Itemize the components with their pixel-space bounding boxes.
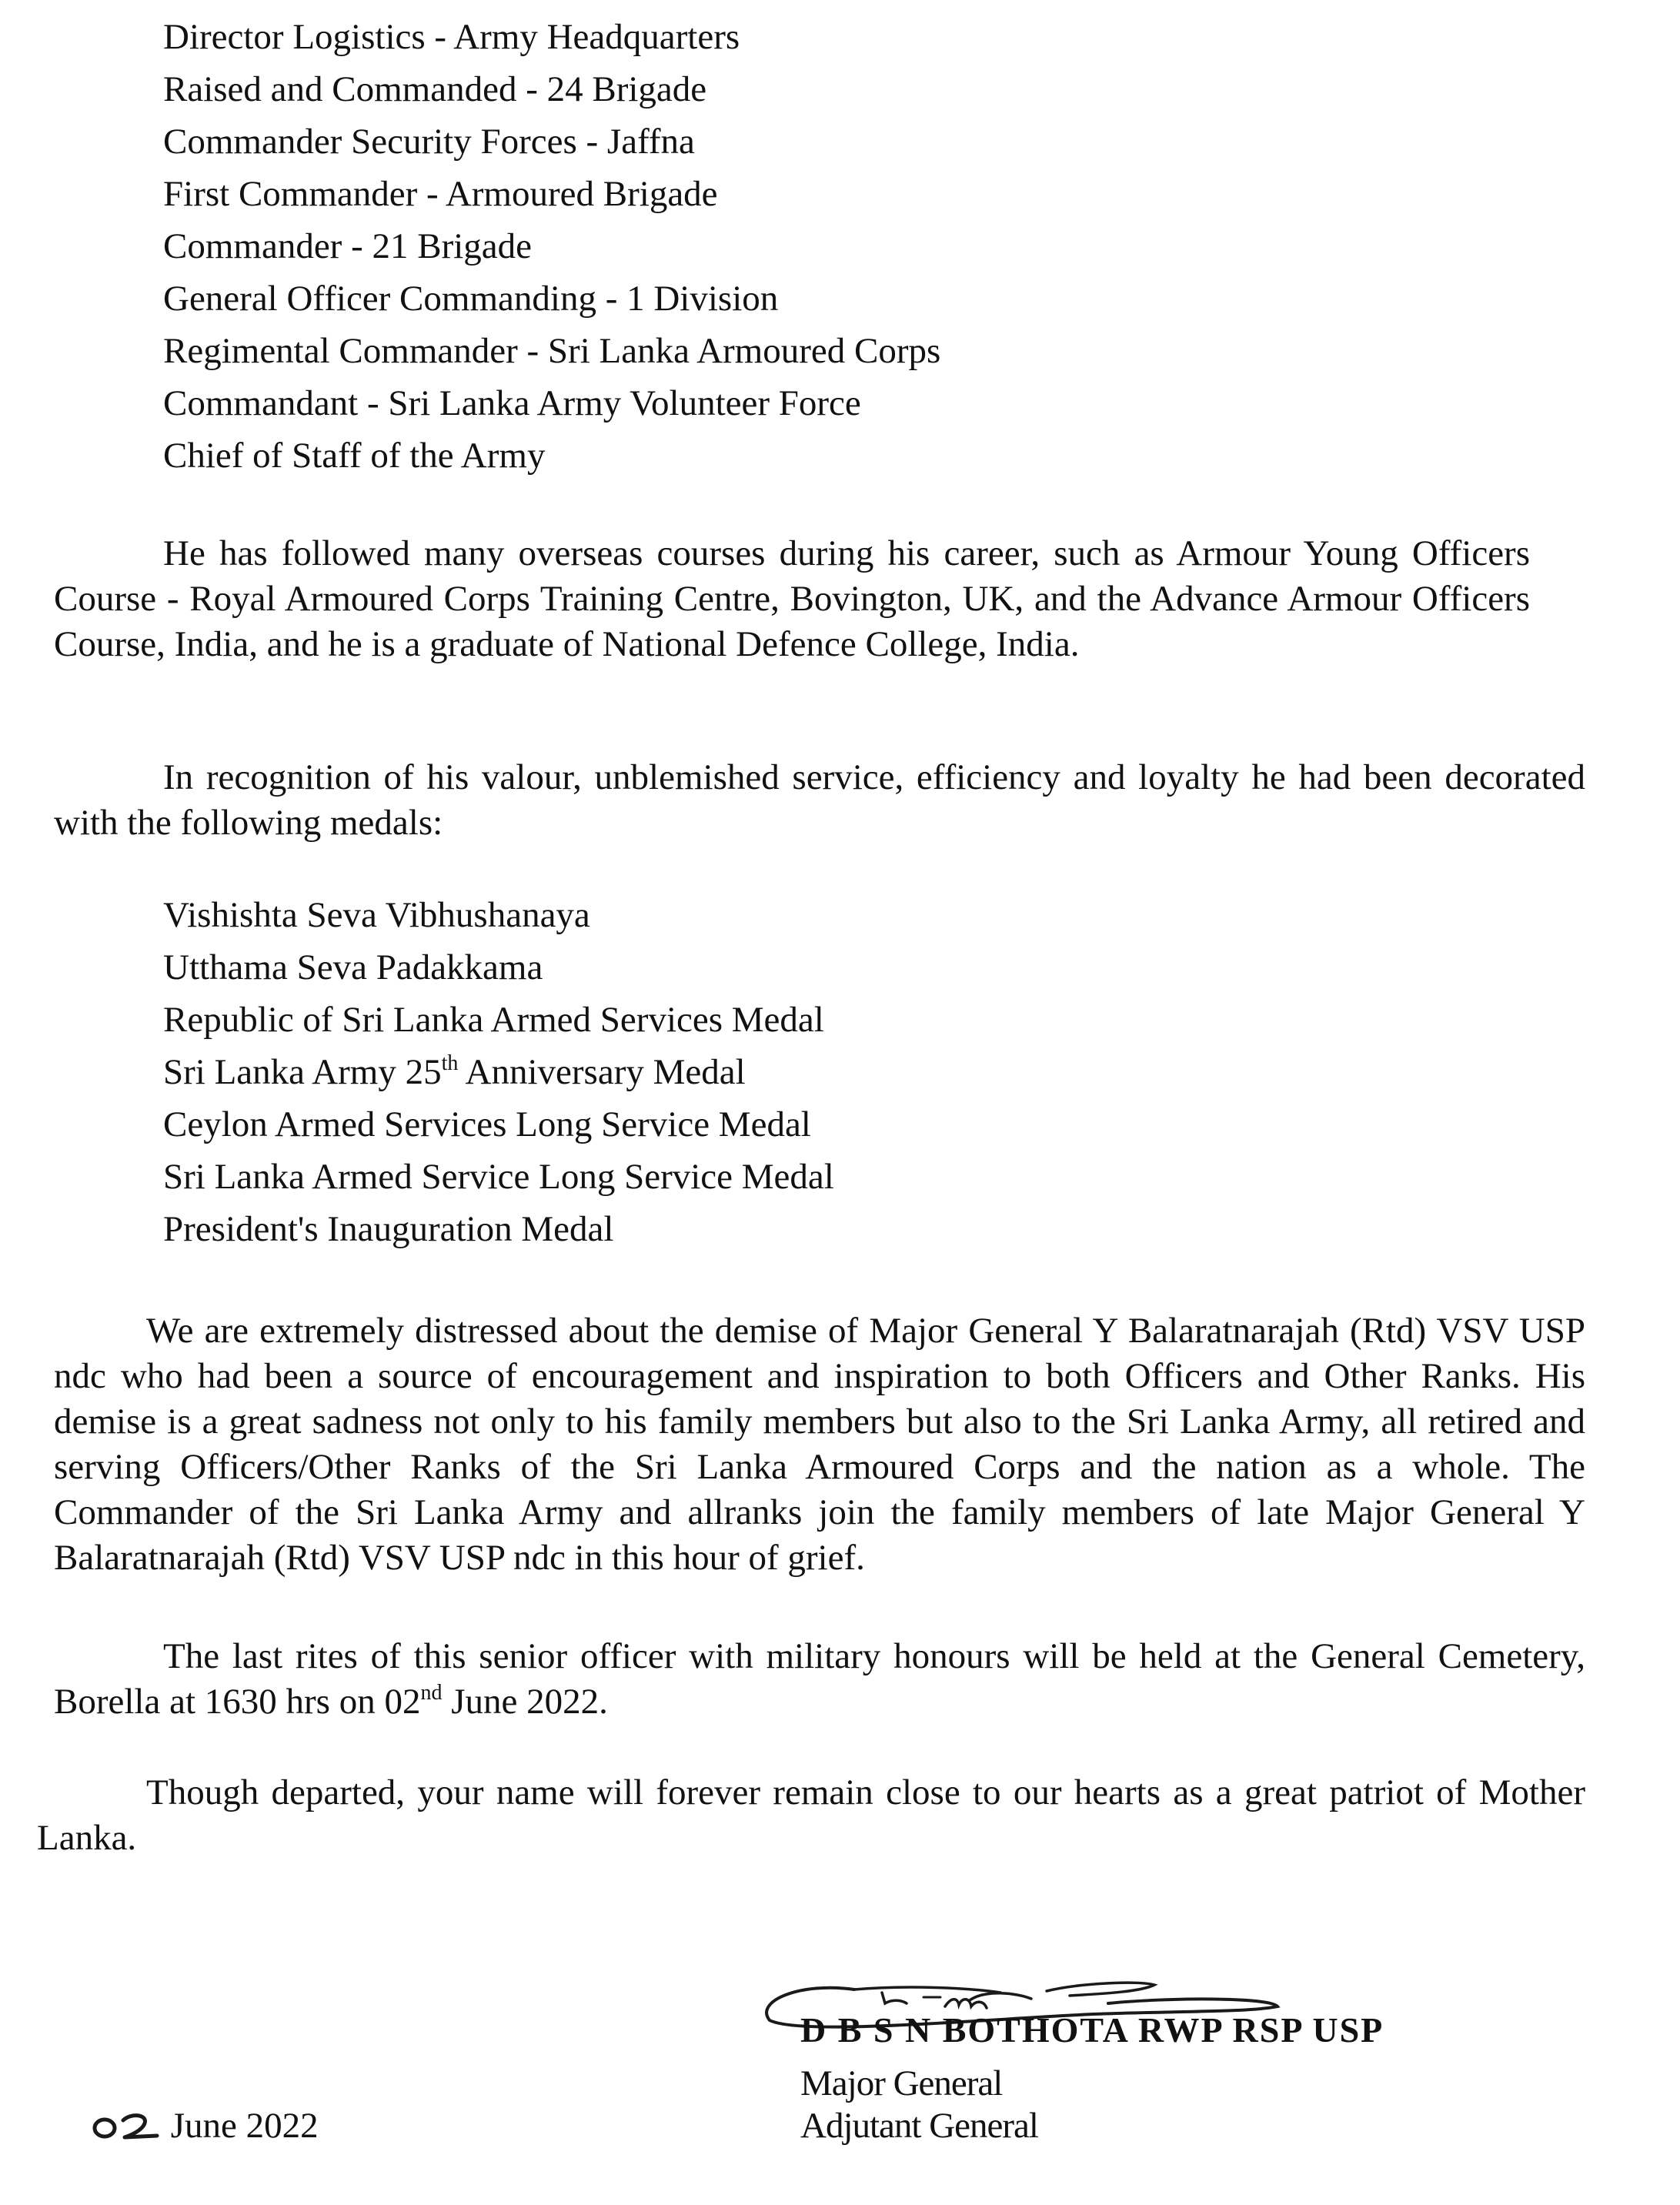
medal-item [163,1046,834,1098]
signatory-rank: Major General [800,2063,1003,2103]
last-rites-paragraph [54,1634,1585,1725]
medal-item: Ceylon Armed Services Long Service Medal [163,1104,811,1144]
letter-date [91,2105,319,2147]
appointment-item: Commandant - Sri Lanka Army Volunteer Force [163,383,861,423]
medal-item: Sri Lanka Armed Service Long Service Medal [163,1157,834,1197]
farewell-paragraph: Though departed, your name will forever remain close to our hearts as a great patriot of Mother Lanka. [37,1772,1585,1858]
rites-text: The last rites of this senior officer with military honours will be held at the General Cemetery, Borella at 1630 hrs on 02 [54,1636,1585,1722]
medal-item: Republic of Sri Lanka Armed Services Medal [163,1000,824,1040]
medal-text: Sri Lanka Army 25 [163,1052,442,1092]
signatory-name: D B S N BOTHOTA RWP RSP USP [800,2010,1384,2050]
rites-text: June 2022. [442,1682,608,1722]
ordinal-suffix: th [441,1051,459,1075]
appointment-item: Director Logistics - Army Headquarters [163,17,740,57]
appointment-item: Commander Security Forces - Jaffna [163,122,695,162]
ordinal-suffix: nd [420,1681,443,1705]
date-text: June 2022 [162,2106,319,2146]
appointment-item: Commander - 21 Brigade [163,226,533,266]
medal-item: President's Inauguration Medal [163,1209,614,1249]
signatory-appointment: Adjutant General [800,2106,1038,2146]
demise-paragraph: We are extremely distressed about the demise of Major General Y Balaratnarajah (Rtd) VSV USP ndc who had been a source of encouragement and inspiration to both Officers and Other Ranks. His demise is a great sadness not only to his family members but also to the Sri Lanka Army, all retired and serving Officers/Other Ranks of the Sri Lanka Armoured Corps and the nation as a whole. The Commander of the Sri Lanka Army and allranks join the family members of late Major General Y Balaratnarajah (Rtd) VSV USP ndc in this hour of grief. [54,1311,1585,1578]
courses-paragraph: He has followed many overseas courses during his career, such as Armour Young Officers Course - Royal Armoured Corps Training Centre, Bovington, UK, and the Advance Armour Officers Course, India, and he is a graduate of National Defence College, India. [54,533,1530,664]
appointment-item: General Officer Commanding - 1 Division [163,279,779,319]
appointments-list [163,11,940,482]
appointment-item: Raised and Commanded - 24 Brigade [163,69,707,109]
appointment-item: Regimental Commander - Sri Lanka Armoured Corps [163,331,941,371]
medals-list [163,889,834,1255]
appointment-item: Chief of Staff of the Army [163,436,546,476]
appointment-item: First Commander - Armoured Brigade [163,174,718,214]
handwritten-day [91,2110,162,2140]
recognition-paragraph: In recognition of his valour, unblemished service, efficiency and loyalty he had been decorated with the following medals: [54,757,1585,843]
medal-item: Vishishta Seva Vibhushanaya [163,895,590,935]
medal-text: Anniversary Medal [458,1052,746,1092]
medal-item: Utthama Seva Padakkama [163,947,543,987]
